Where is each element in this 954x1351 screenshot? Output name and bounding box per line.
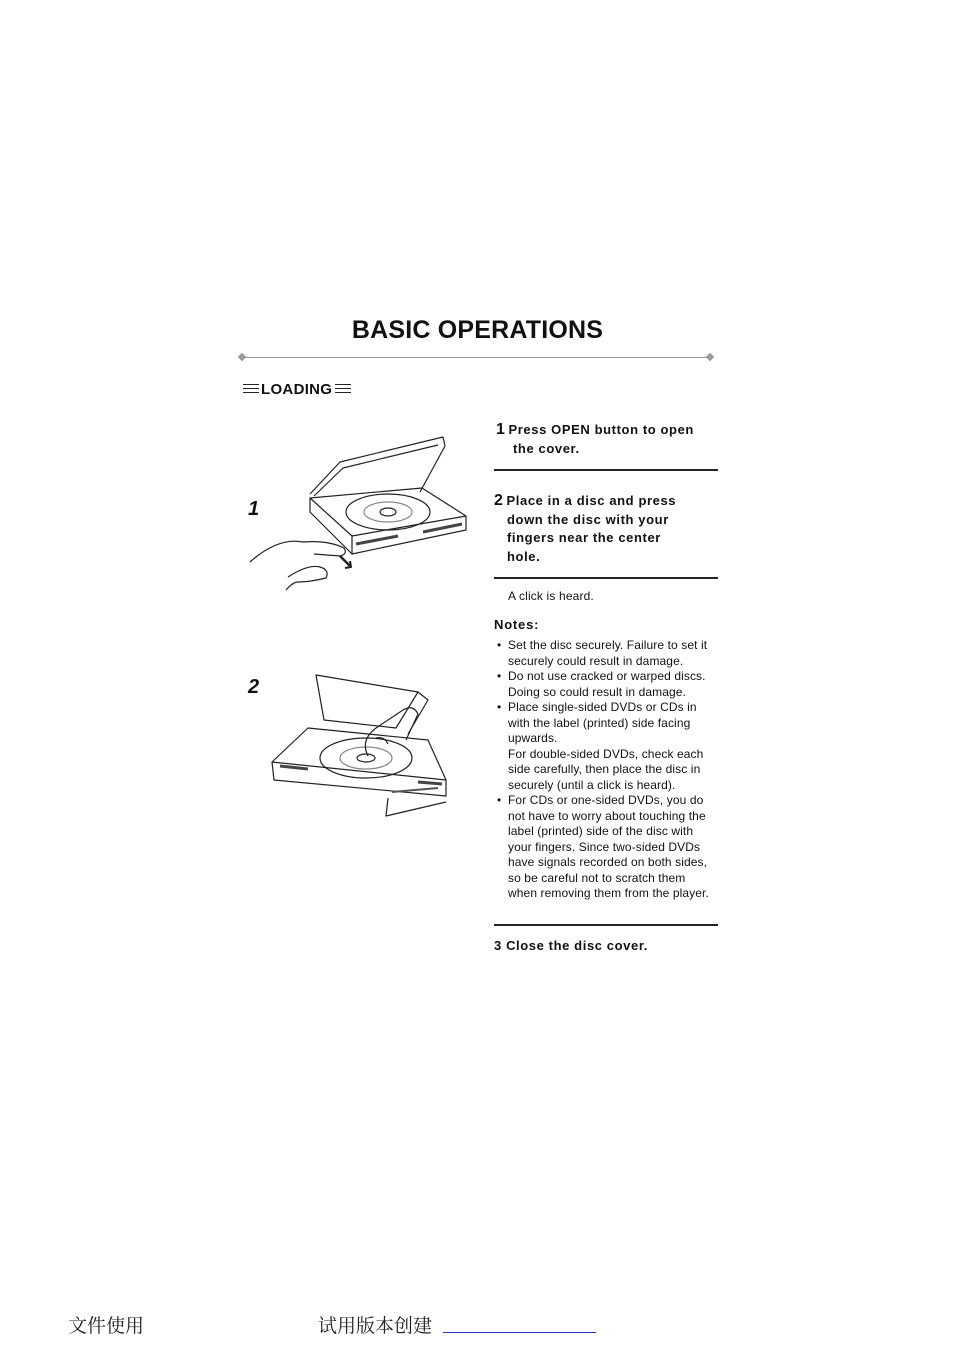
note-line: • For CDs or one-sided DVDs, you do xyxy=(508,793,704,807)
divider-right-diamond-icon xyxy=(706,353,714,361)
step-1 xyxy=(496,421,694,458)
step-text: hole. xyxy=(507,548,541,564)
step-text: Place in a disc and press xyxy=(506,493,677,508)
step-text: fingers near the center xyxy=(507,530,661,545)
title-divider xyxy=(244,357,710,358)
open-cover-illustration xyxy=(248,432,478,597)
note-line: not have to worry about touching the xyxy=(508,808,706,823)
note-line: with the label (printed) side facing xyxy=(508,715,691,730)
note-item xyxy=(494,700,724,793)
note-line: • Place single-sided DVDs or CDs in xyxy=(508,700,697,714)
place-disc-illustration xyxy=(268,670,478,820)
section-heading xyxy=(243,381,351,398)
figure-number: 2 xyxy=(248,676,260,698)
menu-lines-icon xyxy=(243,384,259,395)
step-text: down the disc with your xyxy=(507,511,669,527)
step-divider xyxy=(494,924,718,926)
step-divider xyxy=(494,577,718,579)
note-line: when removing them from the player. xyxy=(508,886,709,900)
note-line: Doing so could result in damage. xyxy=(508,684,686,699)
note-line: have signals recorded on both sides, xyxy=(508,855,708,869)
menu-lines-icon xyxy=(335,384,351,395)
step-3 xyxy=(494,937,648,956)
note-line: side carefully, then place the disc in xyxy=(508,762,701,776)
note-item xyxy=(494,793,724,902)
step-text: the cover. xyxy=(513,440,580,456)
notes-heading: Notes: xyxy=(494,617,540,632)
step-text: Press OPEN button to open xyxy=(508,422,694,437)
footer-middle-text: 试用版本创建 xyxy=(318,1315,433,1337)
section-label: LOADING xyxy=(261,381,333,398)
step-divider xyxy=(494,469,718,471)
note-line: label (printed) side of the disc with xyxy=(508,824,694,838)
step-number: 3 xyxy=(494,938,502,953)
note-line: upwards. xyxy=(508,731,558,745)
note-line: so be careful not to scratch them xyxy=(508,870,686,885)
note-line: securely (until a click is heard). xyxy=(508,777,676,792)
footer-link[interactable] xyxy=(443,1332,596,1333)
figure-number: 1 xyxy=(248,498,260,520)
step-2 xyxy=(494,492,676,566)
click-note: A click is heard. xyxy=(508,589,594,603)
note-line: • Do not use cracked or warped discs. xyxy=(508,669,706,683)
notes-list xyxy=(494,638,724,902)
note-item xyxy=(494,638,724,669)
step-number: 2 xyxy=(494,492,504,509)
note-line: • Set the disc securely. Failure to set it xyxy=(508,638,708,652)
page-title: BASIC OPERATIONS xyxy=(351,316,604,344)
note-line: securely could result in damage. xyxy=(508,653,684,668)
divider-left-diamond-icon xyxy=(238,353,246,361)
note-item xyxy=(494,669,724,700)
note-line: your fingers. Since two-sided DVDs xyxy=(508,839,701,854)
footer-left-text: 文件使用 xyxy=(68,1315,145,1337)
note-line: For double-sided DVDs, check each xyxy=(508,746,704,761)
step-number: 1 xyxy=(496,421,506,438)
step-text: Close the disc cover. xyxy=(506,938,648,953)
